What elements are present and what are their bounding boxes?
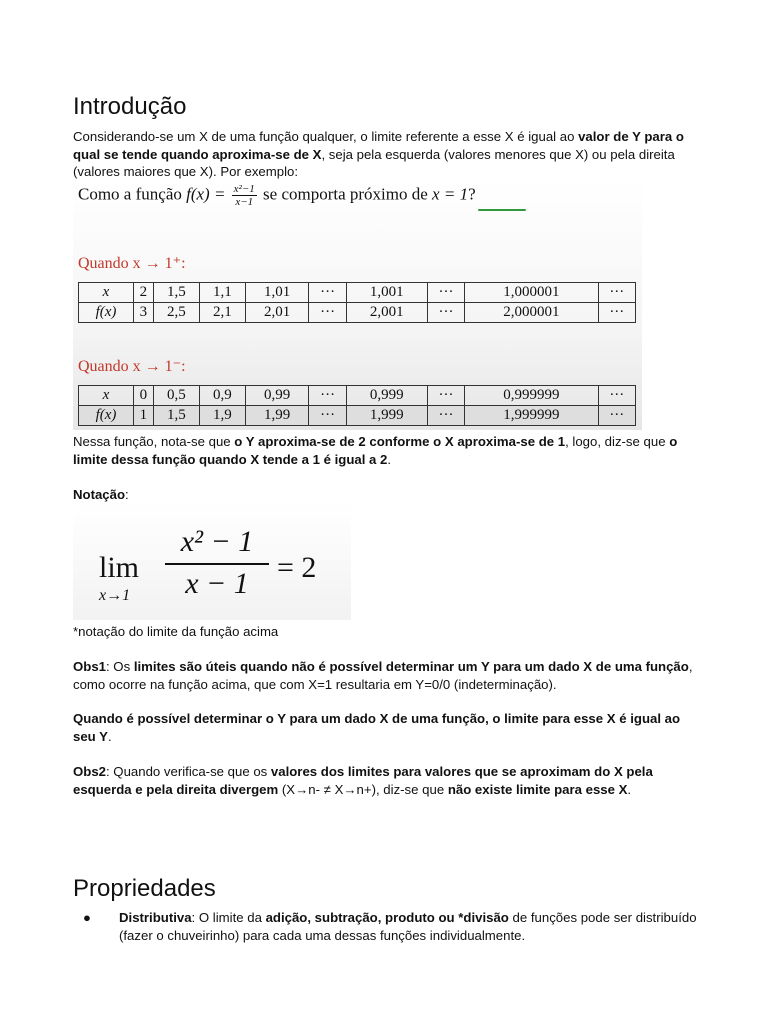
limit-fraction: x² − 1 x − 1 <box>165 525 269 601</box>
list-item: ● Distributiva: O limite da adição, subtração, produto ou *divisão de funções pode ser distribuído (fazer o chuveirinho) para cada uma dessas funções individualmente. <box>83 910 697 943</box>
conclusion-paragraph: Nessa função, nota-se que o Y aproxima-se de 2 conforme o X aproxima-se de 1, logo, diz-se que o limite dessa função quando X tende a 1 é igual a 2. <box>73 434 678 467</box>
left-limit-table <box>78 385 636 426</box>
notation-caption: *notação do limite da função acima <box>73 624 279 639</box>
table-row: f(x) 3 2,5 2,1 2,01 ··· 2,001 ··· 2,000001 ··· <box>79 303 636 323</box>
notation-label: Notação: <box>73 487 129 502</box>
fraction: $\frac{\text{x²−1}}{x-1}$ <box>233 183 255 208</box>
example-image <box>73 181 642 430</box>
bold-note-paragraph: Quando é possível determinar o Y para um dado X de uma função, o limite para esse X é igual ao seu Y. <box>73 711 681 744</box>
properties-list <box>73 909 698 944</box>
limit-result: = 2 <box>277 551 317 584</box>
table-row: f(x) 1 1,5 1,9 1,99 ··· 1,999 ··· 1,999999 ··· <box>79 406 636 426</box>
lim-subscript: x→1 <box>99 587 131 604</box>
bullet-icon: ● <box>83 910 91 925</box>
green-underline <box>478 209 526 211</box>
notation-image <box>73 503 351 620</box>
intro-paragraph: Considerando-se um X de uma função qualquer, o limite referente a esse X é igual ao valor de Y para o qual se tende quando aproxima-se de X, seja pela esquerda (valores menores que X) ou pela direita (valores maiores que X). Por exemplo: <box>73 129 684 179</box>
left-limit-label: Quando x → 1⁻: <box>78 358 186 375</box>
table-row: x 2 1,5 1,1 1,01 ··· 1,001 ··· 1,000001 ··· <box>79 283 636 303</box>
right-limit-label: Quando x → 1⁺: <box>78 255 186 272</box>
obs2-paragraph: Obs2: Quando verifica-se que os valores dos limites para valores que se aproximam do X pela esquerda e pela direita divergem (X→n- ≠ X→n+), diz-se que não existe limite para esse X. <box>73 764 653 797</box>
properties-heading: Propriedades <box>73 875 216 902</box>
lim-symbol: lim <box>99 551 140 584</box>
right-limit-table <box>78 282 636 323</box>
obs1-paragraph: Obs1: Os limites são úteis quando não é possível determinar um Y para um dado X de uma função, como ocorre na função acima, que com X=1 resultaria em Y=0/0 (indeterminação). <box>73 659 693 692</box>
intro-heading: Introdução <box>73 93 187 120</box>
table-row: x 0 0,5 0,9 0,99 ··· 0,999 ··· 0,999999 ··· <box>79 386 636 406</box>
example-question: Como a função f(x) = $\frac{\text{x²−1}}{x-1}$ se comporta próximo de x = 1? <box>78 183 476 208</box>
